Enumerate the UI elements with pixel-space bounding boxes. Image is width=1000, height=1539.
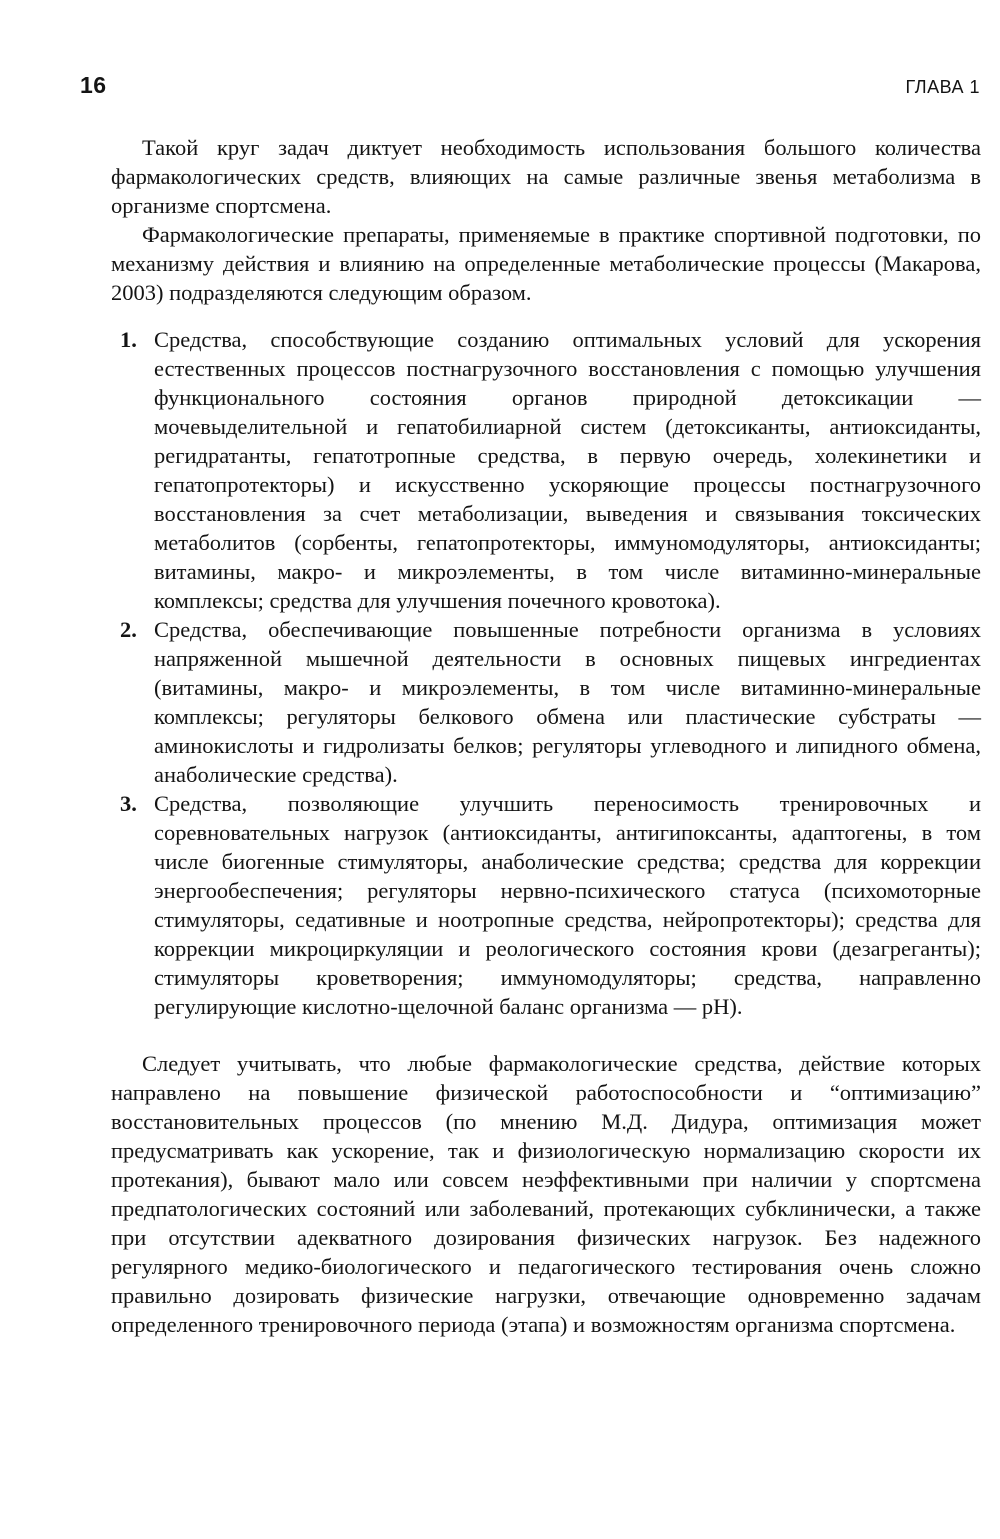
list-item bbox=[111, 789, 981, 1021]
list-item-number: 1. bbox=[120, 327, 137, 352]
page-number: 16 bbox=[80, 72, 107, 98]
list-item bbox=[111, 325, 981, 615]
body-text bbox=[111, 133, 981, 1339]
list-item-number: 3. bbox=[120, 791, 137, 816]
list-item-text: Средства, способствующие созданию оптимальных условий для ускорения естественных процессов постнагрузочного восстановления с помощью улучшения функционального состояния органов природной детоксикации — мочевыделительной и гепатобилиарной систем (детоксиканты, антиоксиданты, регидратанты, гепатотропные средства, в первую очередь, холекинетики и гепатопротекторы) и искусственно ускоряющие процессы постнагрузочного восстановления за счет метаболизации, выведения и связывания токсических метаболитов (сорбенты, гепатопротекторы, иммуномодуляторы, антиоксиданты; витамины, макро- и микроэлементы, в том числе витаминно-минеральные комплексы; средства для улучшения почечного кровотока). bbox=[154, 327, 981, 613]
list-item bbox=[111, 615, 981, 789]
paragraph-closing: Следует учитывать, что любые фармакологические средства, действие которых направлено на повышение физической работоспособности и “оптимизацию” восстановительных процессов (по мнению М.Д. Дидура, оптимизация может предусматривать как ускорение, так и физиологическую нормализацию скорости их протекания), бывают мало или совсем неэффективными при наличии у спортсмена предпатологических состояний или заболеваний, протекающих субклинически, а также при отсутствии адекватного дозирования физических нагрузок. Без надежного регулярного медико-биологического и педагогического тестирования очень сложно правильно дозировать физические нагрузки, отвечающие одновременно задачам определенного тренировочного периода (этапа) и возможностям организма спортсмена. bbox=[111, 1051, 981, 1337]
paragraph-classification: Фармакологические препараты, применяемые в практике спортивной подготовки, по механизму действия и влиянию на определенные метаболические процессы (Макарова, 2003) подразделяются следующим образом. bbox=[111, 222, 981, 305]
list-item-number: 2. bbox=[120, 617, 137, 642]
list-item-text: Средства, позволяющие улучшить переносимость тренировочных и соревновательных нагрузок (антиоксиданты, антигипоксанты, адаптогены, в том числе биогенные стимуляторы, анаболические средства; средства для коррекции энергообеспечения; регуляторы нервно-психического статуса (психомоторные стимуляторы, седативные и ноотропные средства, нейропротекторы); средства для коррекции микроциркуляции и реологического состояния крови (дезагреганты); стимуляторы кроветворения; иммуномодуляторы; средства, направленно регулирующие кислотно-щелочной баланс организма — pH). bbox=[154, 791, 981, 1019]
running-head bbox=[80, 72, 980, 104]
list-item-text: Средства, обеспечивающие повышенные потребности организма в условиях напряженной мышечной деятельности в основных пищевых ингредиентах (витамины, макро- и микроэлементы, в том числе витаминно-минеральные комплексы; регуляторы белкового обмена или пластические субстраты — аминокислоты и гидролизаты белков; регуляторы углеводного и липидного обмена, анаболические средства). bbox=[154, 617, 981, 787]
numbered-list bbox=[111, 325, 981, 1021]
paragraph-intro: Такой круг задач диктует необходимость использования большого количества фармакологических средств, влияющих на самые различные звенья метаболизма в организме спортсмена. bbox=[111, 135, 981, 218]
chapter-label: ГЛАВА 1 bbox=[905, 77, 980, 97]
